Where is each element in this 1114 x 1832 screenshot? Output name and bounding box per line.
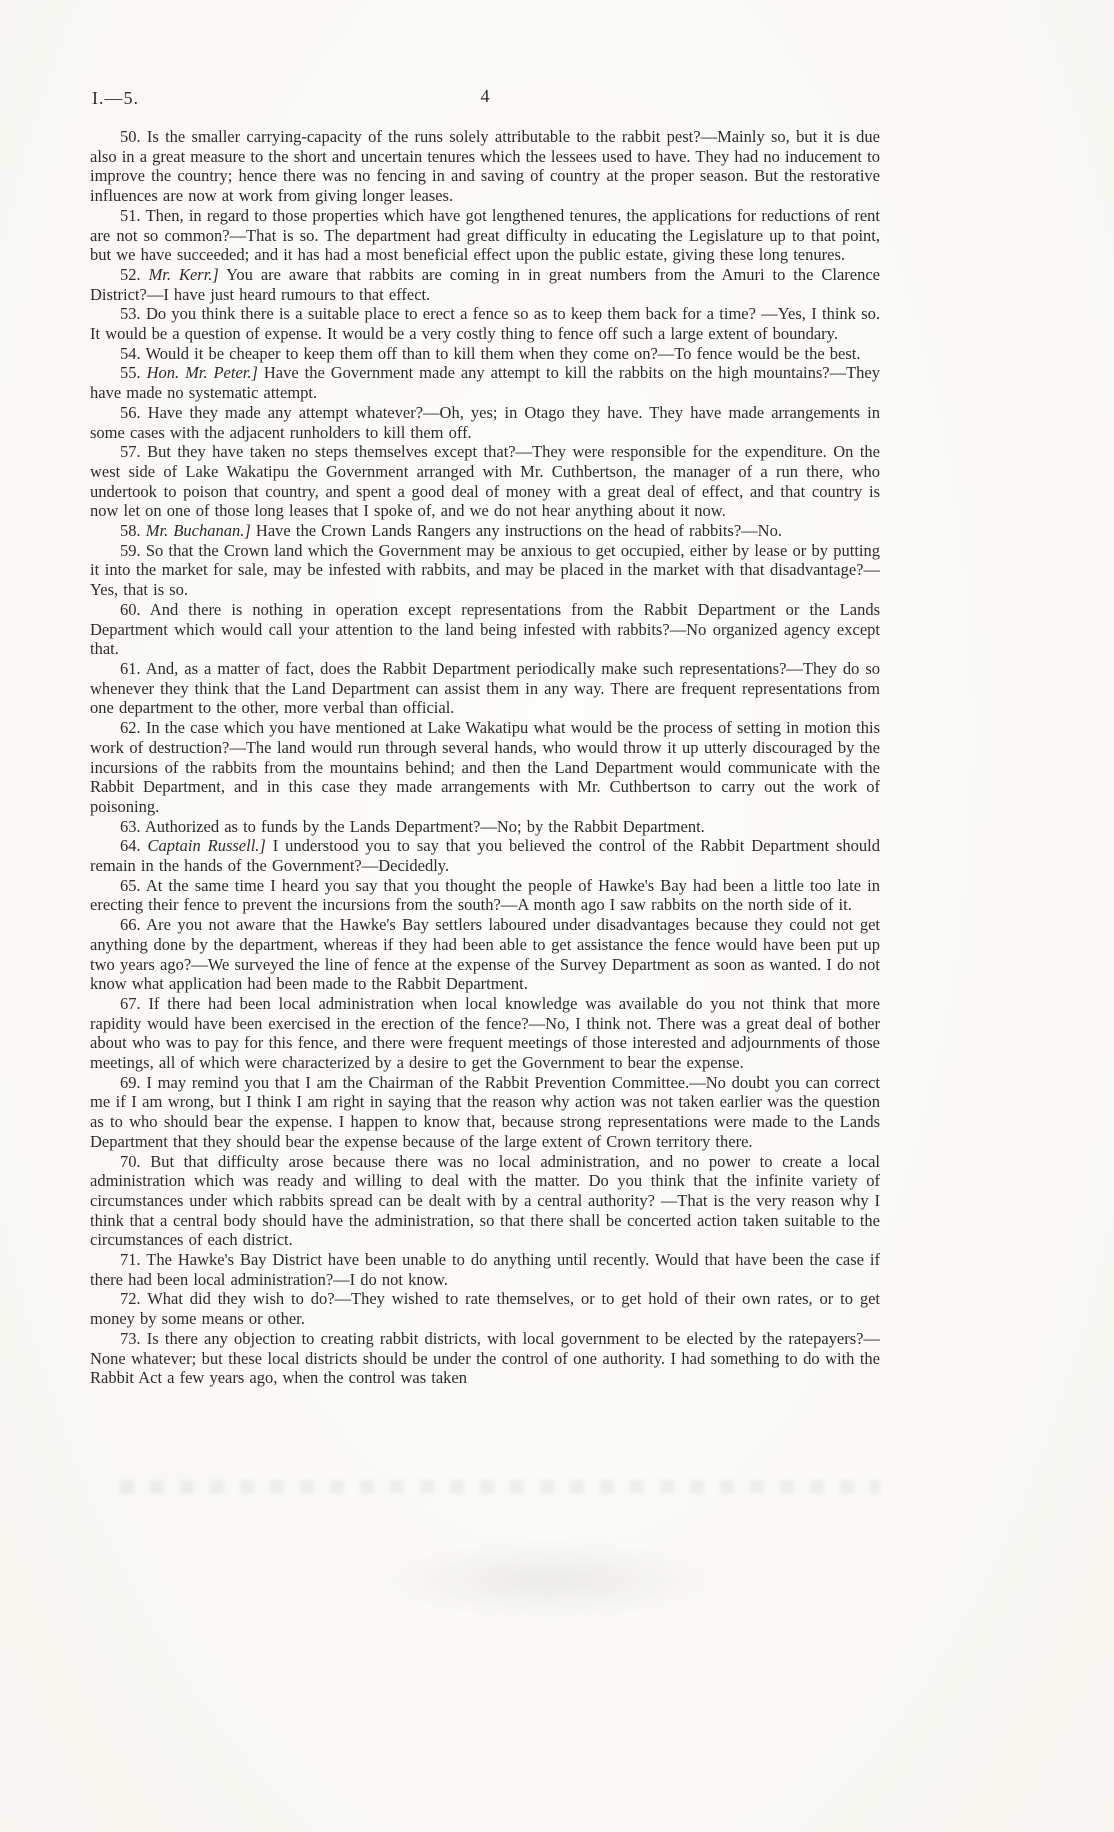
testimony-content	[90, 127, 880, 1388]
testimony-paragraph	[90, 876, 880, 915]
question-answer-text: And there is nothing in operation except representations from the Rabbit Department or the Lands Department which would call your attention to the land being infested with rabbits?—No organized agency except that.	[90, 599, 881, 659]
page-number: 4	[480, 86, 490, 106]
testimony-paragraph	[90, 127, 880, 206]
question-answer-text: If there had been local administration when local knowledge was available do you not think that more rapidity would have been exercised in the erection of the fence?—No, I think not. There was a great deal of bother about who was to pay for this fence, and there were frequent meetings of those interested and adjournments of those meetings, all of which were characterized by a desire to get the Government to bear the expense.	[90, 993, 881, 1073]
testimony-paragraph	[90, 1152, 880, 1251]
question-answer-text: The Hawke's Bay District have been unable to do anything until recently. Would that have been the case if there had been local administration?—I do not know.	[90, 1250, 880, 1289]
question-number: 60.	[120, 599, 141, 619]
question-number: 67.	[120, 993, 141, 1013]
question-number: 65.	[120, 875, 141, 895]
testimony-paragraph	[90, 206, 880, 265]
question-answer-text: But that difficulty arose because there was no local administration, and no power to create a local administration which was ready and willing to deal with the matter. Do you think that the infinite variety of circumstances under which rabbits spread can be dealt with by a central authority? —That is the very reason why I think that a central body should have the administration, so that there shall be concerted action taken suitable to the circumstances of each district.	[90, 1151, 881, 1250]
question-number: 72.	[120, 1289, 141, 1309]
question-answer-text: But they have taken no steps themselves except that?—They were responsible for the expenditure. On the west side of Lake Wakatipu the Government arranged with Mr. Cuthbertson, the manager of a run there, who undertook to poison that country, and spent a good deal of money with a great deal of effect, and that country is now let on one of those long leases that I spoke of, and we do not hear anything about it now.	[90, 442, 880, 521]
question-answer-text: Is the smaller carrying-capacity of the runs solely attributable to the rabbit pest?—Mainly so, but it is due also in a great measure to the short and uncertain tenures which the lessees used to have. They had no inducement to improve the country; hence there was no fencing in and saving of country at the proper season. But the restorative influences are now at work from giving longer leases.	[90, 127, 880, 206]
scan-smudge	[380, 1540, 720, 1620]
question-answer-text: Then, in regard to those properties which have got lengthened tenures, the applications for reductions of rent are not so common?—That is so. The department had great difficulty in educating the Legislature up to that point, but we have succeeded; and it has had a most beneficial effect upon the public estate, giving these long tenures.	[90, 205, 881, 265]
testimony-paragraph	[90, 1329, 880, 1388]
testimony-paragraph	[90, 600, 880, 659]
question-number: 59.	[120, 540, 141, 560]
question-answer-text: So that the Crown land which the Government may be anxious to get occupied, either by lease or by putting it into the market for sale, may be infested with rabbits, and may be placed in the market with that disadvantage?—Yes, that is so.	[90, 540, 881, 600]
testimony-paragraph	[90, 836, 880, 875]
question-number: 61.	[120, 658, 141, 678]
testimony-paragraph	[90, 1073, 880, 1152]
question-number: 66.	[120, 915, 141, 935]
testimony-paragraph	[90, 403, 880, 442]
testimony-paragraph	[90, 363, 880, 402]
question-answer-text: Do you think there is a suitable place to erect a fence so as to keep them back for a time? —Yes, I think so. It would be a question of expense. It would be a very costly thing to fence off such a large extent of boundary.	[90, 304, 881, 344]
question-number: 50.	[120, 127, 141, 146]
question-answer-text: Have the Crown Lands Rangers any instructions on the head of rabbits?—No.	[255, 521, 782, 541]
question-number: 71.	[120, 1250, 141, 1270]
testimony-paragraph	[90, 817, 880, 837]
document-reference: I.—5.	[92, 88, 139, 108]
question-number: 56.	[120, 402, 141, 422]
testimony-paragraph	[90, 659, 880, 718]
question-answer-text: And, as a matter of fact, does the Rabbit Department periodically make such representations?—They do so whenever they think that the Land Department can assist them in any way. There are frequent representations from one department to the other, more verbal than official.	[90, 658, 881, 718]
question-number: 63.	[120, 816, 141, 836]
speaker-name: Captain Russell.]	[147, 836, 266, 856]
testimony-paragraph	[90, 994, 880, 1073]
question-number: 51.	[120, 205, 141, 225]
question-number: 73.	[120, 1328, 141, 1348]
question-answer-text: Would it be cheaper to keep them off than to kill them when they come on?—To fence would be the best.	[145, 343, 861, 363]
question-number: 70.	[120, 1151, 141, 1171]
scan-artifact	[120, 1480, 880, 1494]
question-answer-text: Have the Government made any attempt to kill the rabbits on the high mountains?—They have made no systematic attempt.	[90, 363, 881, 403]
testimony-paragraph	[90, 915, 880, 994]
question-number: 62.	[120, 718, 141, 738]
question-number: 53.	[120, 304, 141, 324]
question-number: 64.	[120, 836, 141, 856]
question-number: 69.	[120, 1072, 141, 1092]
question-answer-text: What did they wish to do?—They wished to rate themselves, or to get hold of their own rates, or to get money by some means or other.	[90, 1289, 880, 1329]
testimony-paragraph	[90, 265, 880, 304]
testimony-paragraph	[90, 541, 880, 600]
speaker-name: Hon. Mr. Peter.]	[146, 363, 258, 383]
question-answer-text: I understood you to say that you believed the control of the Rabbit Department should remain in the hands of the Government?—Decidedly.	[90, 836, 881, 876]
question-number: 55.	[120, 363, 141, 383]
testimony-paragraph	[90, 1289, 880, 1328]
testimony-paragraph	[90, 304, 880, 343]
question-answer-text: Have they made any attempt whatever?—Oh, yes; in Otago they have. They have made arrangements in some cases with the adjacent runholders to kill them off.	[90, 402, 880, 442]
speaker-name: Mr. Kerr.]	[148, 264, 219, 284]
question-number: 58.	[120, 521, 141, 541]
question-answer-text: Authorized as to funds by the Lands Department?—No; by the Rabbit Department.	[144, 816, 705, 836]
testimony-paragraph	[90, 1250, 880, 1289]
testimony-paragraph	[90, 521, 880, 541]
question-number: 54.	[120, 343, 141, 363]
question-number: 57.	[120, 442, 141, 462]
testimony-paragraph	[90, 718, 880, 817]
question-number: 52.	[120, 264, 141, 284]
question-answer-text: Is there any objection to creating rabbit districts, with local government to be elected by the ratepayers?—None whatever; but these local districts should be under the control of one authority. I had something to do with the Rabbit Act a few years ago, when the control was taken	[90, 1328, 880, 1388]
question-answer-text: In the case which you have mentioned at Lake Wakatipu what would be the process of setting in motion this work of destruction?—The land would run through several hands, who would throw it up utterly discouraged by the incursions of the rabbits from the mountains behind; and then the Land Department would communicate with the Rabbit Department, and in this case they made arrangements with Mr. Cuthbertson to carry out the work of poisoning.	[90, 718, 881, 816]
testimony-paragraph	[90, 344, 880, 364]
testimony-paragraph	[90, 442, 880, 521]
question-answer-text: Are you not aware that the Hawke's Bay settlers laboured under disadvantages because they could not get anything done by the department, whereas if they had been able to get assistance the fence would have been put up two years ago?—We surveyed the line of fence at the expense of the Survey Department as soon as wanted. I do not know what application had been made to the Rabbit Department.	[90, 915, 880, 994]
question-answer-text: At the same time I heard you say that you thought the people of Hawke's Bay had been a little too late in erecting their fence to prevent the incursions from the south?—A month ago I saw rabbits on the north side of it.	[90, 875, 880, 915]
question-answer-text: I may remind you that I am the Chairman of the Rabbit Prevention Committee.—No doubt you can correct me if I am wrong, but I think I am right in saying that the reason why action was not taken earlier was the question as to who should bear the expense. I happen to know that, because strong representations were made to the Lands Department that they should bear the expense because of the large extent of Crown territory there.	[90, 1072, 880, 1151]
question-answer-text: You are aware that rabbits are coming in in great numbers from the Amuri to the Clarence District?—I have just heard rumours to that effect.	[90, 264, 881, 304]
speaker-name: Mr. Buchanan.]	[145, 521, 251, 541]
